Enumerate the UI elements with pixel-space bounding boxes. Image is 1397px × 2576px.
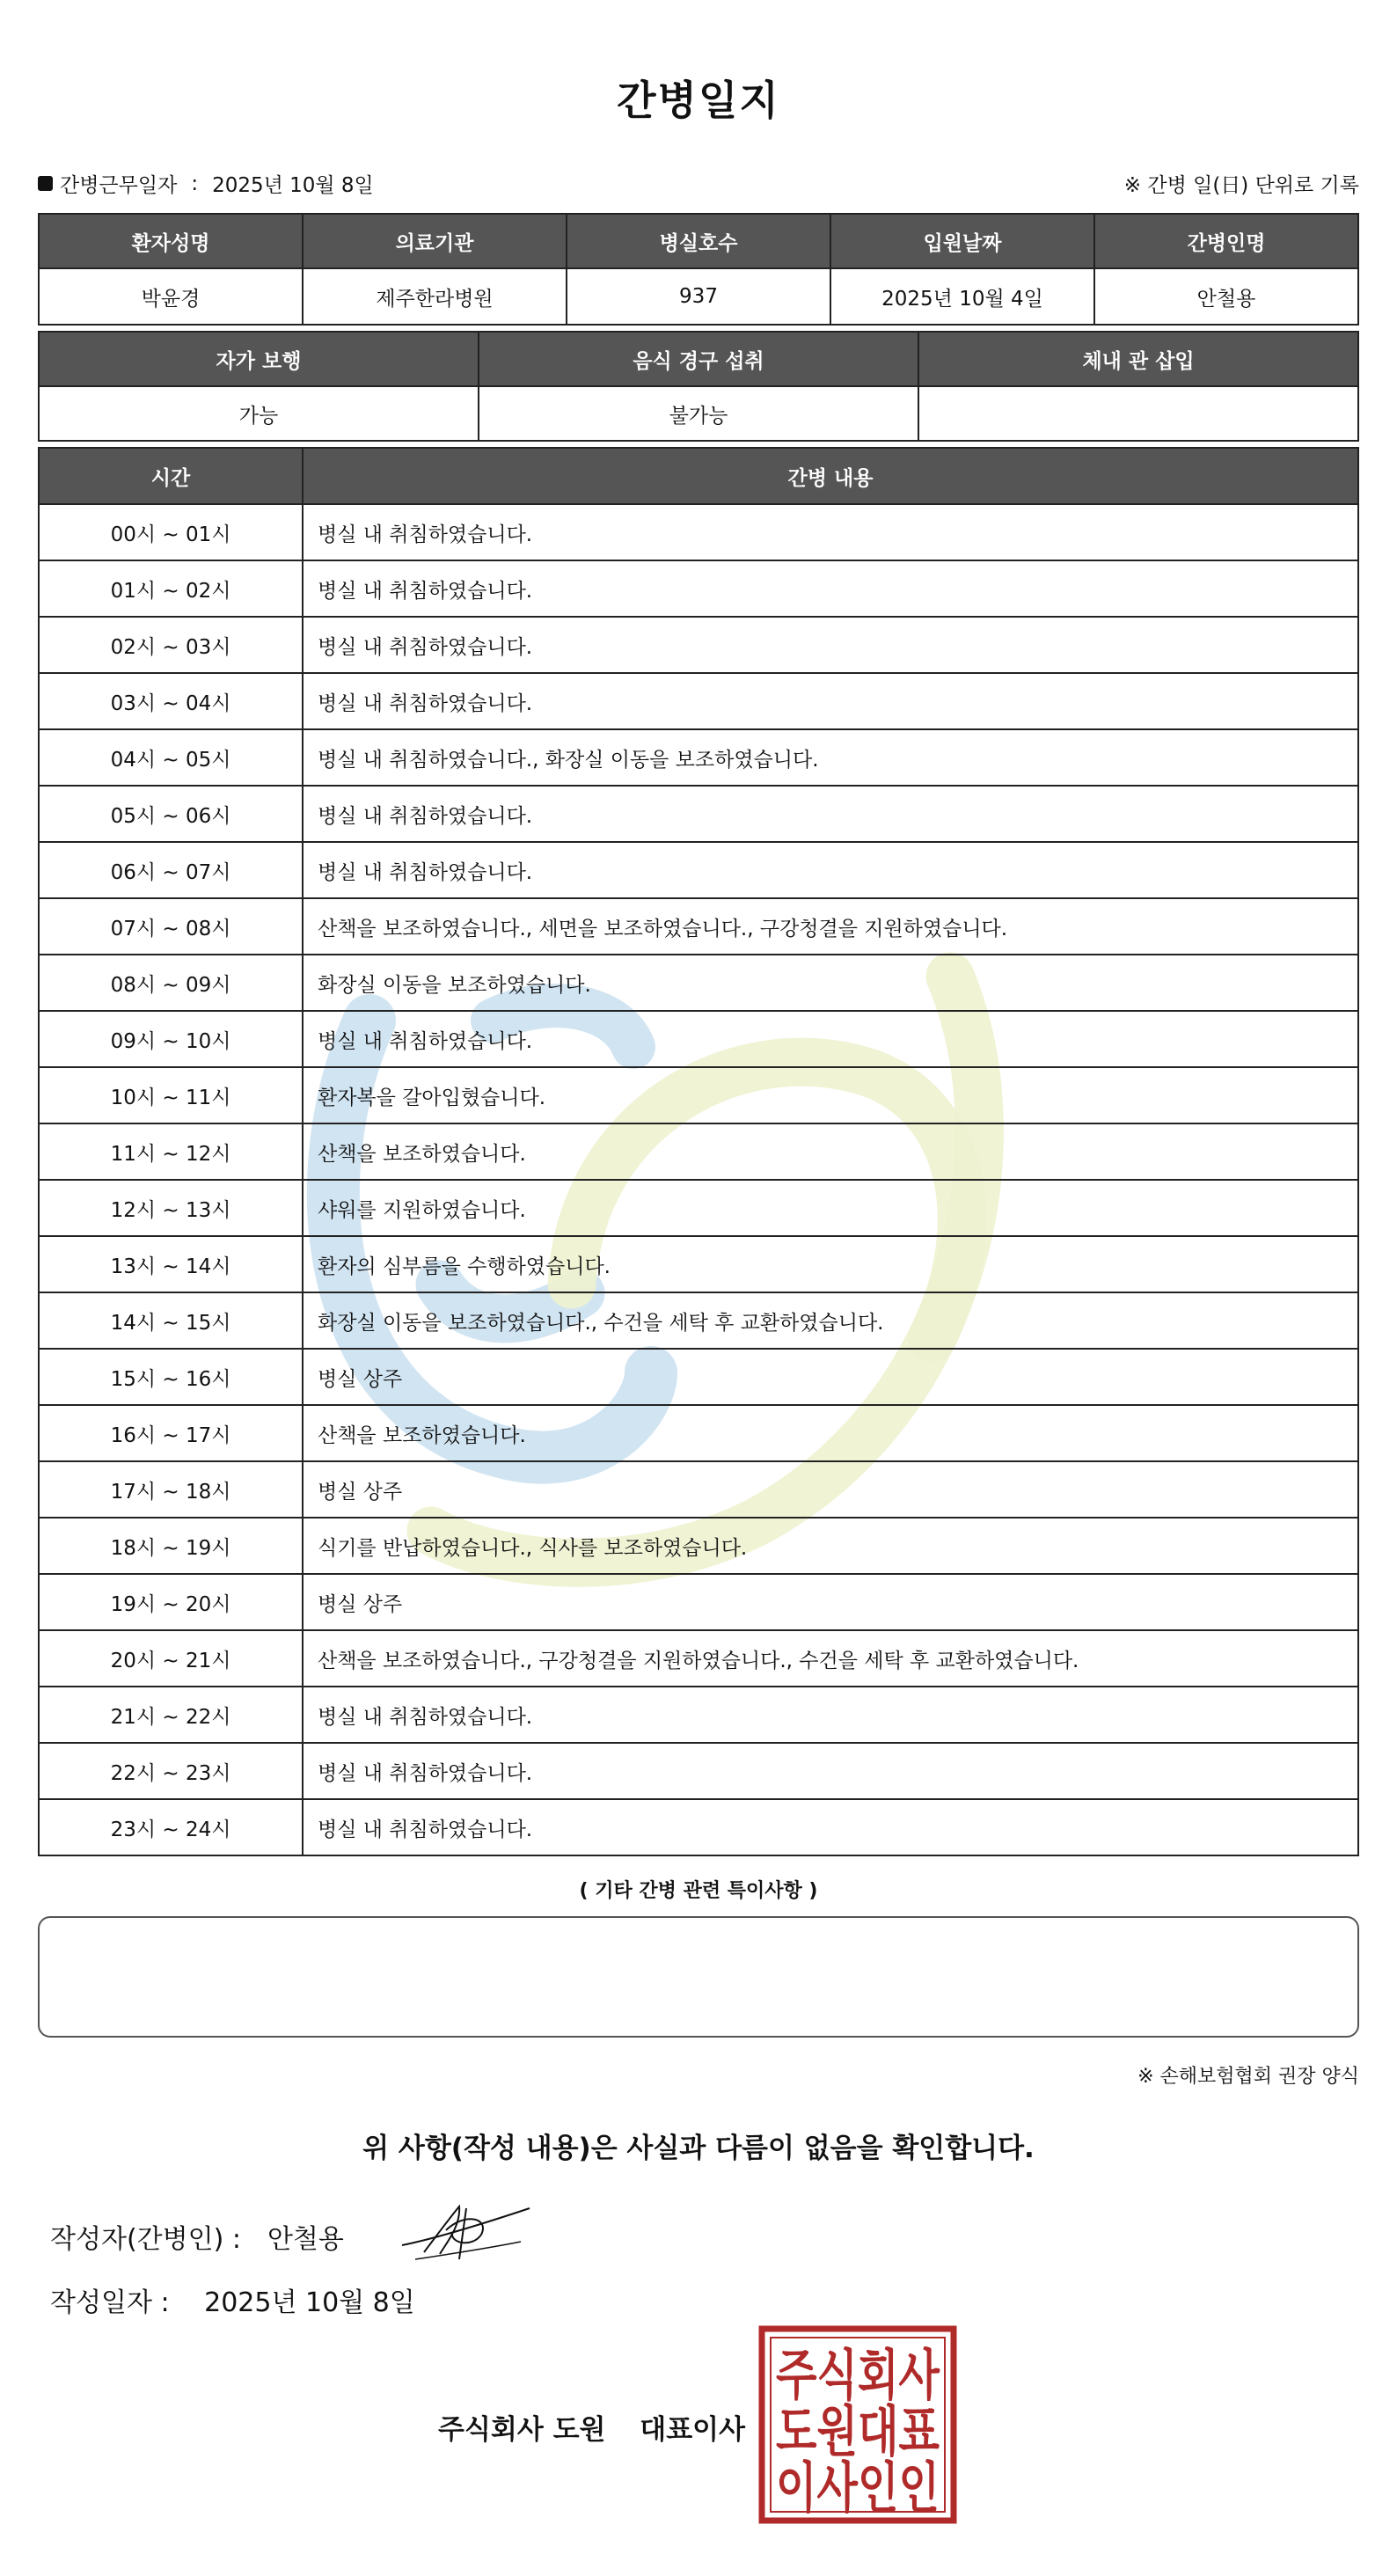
room-number: 937 — [567, 268, 830, 325]
writer-line — [50, 2217, 344, 2256]
daily-record-note: ※ 간병 일(日) 단위로 기록 — [1123, 174, 1359, 197]
recommended-form-note: ※ 손해보험협회 권장 양식 — [1137, 2066, 1359, 2088]
table-row — [39, 1461, 1358, 1518]
table-row — [39, 1067, 1358, 1123]
care-content: 병실 내 취침하였습니다. — [303, 1743, 1358, 1799]
care-content: 병실 상주 — [303, 1574, 1358, 1630]
patient-info-table — [38, 213, 1359, 326]
care-content: 병실 내 취침하였습니다. — [303, 786, 1358, 842]
care-content: 환자의 심부름을 수행하였습니다. — [303, 1236, 1358, 1292]
table-row — [39, 1180, 1358, 1236]
confirmation-statement: 위 사항(작성 내용)은 사실과 다름이 없음을 확인합니다. — [362, 2133, 1035, 2164]
table-row — [39, 1123, 1358, 1180]
care-content: 병실 내 취침하였습니다. — [303, 560, 1358, 617]
time-slot: 11시 ~ 12시 — [39, 1123, 303, 1180]
work-date-row — [38, 169, 1359, 199]
table-row — [39, 955, 1358, 1011]
caregiver-name: 안철용 — [1094, 268, 1358, 325]
care-content: 화장실 이동을 보조하였습니다., 수건을 세탁 후 교환하였습니다. — [303, 1292, 1358, 1349]
table-row — [39, 1349, 1358, 1405]
self-walking: 가능 — [39, 386, 479, 441]
table-row — [39, 729, 1358, 786]
time-slot: 04시 ~ 05시 — [39, 729, 303, 786]
patient-name: 박윤경 — [39, 268, 303, 325]
care-content: 병실 내 취침하였습니다. — [303, 617, 1358, 673]
writer-name: 안철용 — [267, 2224, 344, 2255]
written-date-line — [50, 2280, 415, 2319]
time-slot: 23시 ~ 24시 — [39, 1799, 303, 1855]
time-slot: 08시 ~ 09시 — [39, 955, 303, 1011]
signature-icon — [398, 2191, 538, 2270]
care-content: 병실 내 취침하였습니다. — [303, 1011, 1358, 1067]
care-log-body — [39, 504, 1358, 1855]
written-date-label: 작성일자 : — [50, 2287, 170, 2318]
table-row — [39, 1518, 1358, 1574]
notes-title: ( 기타 간병 관련 특이사항 ) — [579, 1880, 818, 1902]
header-tube-insertion: 체내 관 삽입 — [918, 332, 1358, 386]
table-row — [39, 1236, 1358, 1292]
patient-status-table — [38, 331, 1359, 442]
time-slot: 17시 ~ 18시 — [39, 1461, 303, 1518]
care-content: 식기를 반납하였습니다., 식사를 보조하였습니다. — [303, 1518, 1358, 1574]
header-caregiver-name: 간병인명 — [1094, 214, 1358, 268]
table-row — [39, 786, 1358, 842]
patient-status-value-row — [39, 386, 1358, 441]
table-row — [39, 673, 1358, 729]
company-seal-stamp — [758, 2325, 957, 2524]
time-slot: 15시 ~ 16시 — [39, 1349, 303, 1405]
header-time: 시간 — [39, 448, 303, 504]
svg-text:주식회사: 주식회사 — [776, 2343, 940, 2407]
time-slot: 00시 ~ 01시 — [39, 504, 303, 560]
care-log-table — [38, 447, 1359, 1856]
header-care-content: 간병 내용 — [303, 448, 1358, 504]
time-slot: 07시 ~ 08시 — [39, 898, 303, 955]
written-date-value: 2025년 10월 8일 — [204, 2287, 415, 2318]
time-slot: 12시 ~ 13시 — [39, 1180, 303, 1236]
company-name: 주식회사 도원 — [438, 2414, 606, 2446]
writer-label: 작성자(간병인) : — [50, 2224, 241, 2255]
care-content: 환자복을 갈아입혔습니다. — [303, 1067, 1358, 1123]
table-row — [39, 560, 1358, 617]
time-slot: 21시 ~ 22시 — [39, 1687, 303, 1743]
svg-text:도원대표: 도원대표 — [776, 2399, 940, 2463]
header-room-number: 병실호수 — [567, 214, 830, 268]
care-log-header-row — [39, 448, 1358, 504]
svg-text:이사인인: 이사인인 — [776, 2455, 940, 2520]
time-slot: 02시 ~ 03시 — [39, 617, 303, 673]
table-row — [39, 617, 1358, 673]
time-slot: 13시 ~ 14시 — [39, 1236, 303, 1292]
patient-info-header-row — [39, 214, 1358, 268]
header-patient-name: 환자성명 — [39, 214, 303, 268]
work-date-label: 간병근무일자 — [60, 174, 178, 197]
table-row — [39, 1405, 1358, 1461]
hospital: 제주한라병원 — [303, 268, 567, 325]
time-slot: 20시 ~ 21시 — [39, 1630, 303, 1687]
care-content: 병실 내 취침하였습니다. — [303, 842, 1358, 898]
oral-intake: 불가능 — [479, 386, 918, 441]
table-row — [39, 504, 1358, 560]
time-slot: 09시 ~ 10시 — [39, 1011, 303, 1067]
care-content: 산책을 보조하였습니다., 구강청결을 지원하였습니다., 수건을 세탁 후 교환하였습니다. — [303, 1630, 1358, 1687]
care-content: 샤워를 지원하였습니다. — [303, 1180, 1358, 1236]
table-row — [39, 842, 1358, 898]
care-content: 산책을 보조하였습니다., 세면을 보조하였습니다., 구강청결을 지원하였습니다. — [303, 898, 1358, 955]
table-row — [39, 898, 1358, 955]
work-date-separator: : — [191, 172, 199, 195]
table-row — [39, 1011, 1358, 1067]
care-content: 산책을 보조하였습니다. — [303, 1123, 1358, 1180]
tube-insertion — [918, 386, 1358, 441]
ceo-title: 대표이사 — [640, 2414, 746, 2446]
patient-info-value-row — [39, 268, 1358, 325]
work-date — [38, 169, 374, 198]
time-slot: 03시 ~ 04시 — [39, 673, 303, 729]
time-slot: 22시 ~ 23시 — [39, 1743, 303, 1799]
time-slot: 01시 ~ 02시 — [39, 560, 303, 617]
table-row — [39, 1292, 1358, 1349]
time-slot: 06시 ~ 07시 — [39, 842, 303, 898]
care-content: 병실 상주 — [303, 1349, 1358, 1405]
table-row — [39, 1630, 1358, 1687]
time-slot: 16시 ~ 17시 — [39, 1405, 303, 1461]
table-row — [39, 1687, 1358, 1743]
care-content: 화장실 이동을 보조하였습니다. — [303, 955, 1358, 1011]
header-self-walking: 자가 보행 — [39, 332, 479, 386]
header-oral-intake: 음식 경구 섭취 — [479, 332, 918, 386]
care-content: 병실 내 취침하였습니다. — [303, 1687, 1358, 1743]
time-slot: 19시 ~ 20시 — [39, 1574, 303, 1630]
care-content: 산책을 보조하였습니다. — [303, 1405, 1358, 1461]
page-title: 간병일지 — [617, 77, 780, 124]
time-slot: 14시 ~ 15시 — [39, 1292, 303, 1349]
company-line — [438, 2407, 745, 2447]
header-admission-date: 입원날짜 — [830, 214, 1094, 268]
bullet-square-icon — [38, 176, 53, 191]
time-slot: 18시 ~ 19시 — [39, 1518, 303, 1574]
special-notes-box — [38, 1916, 1359, 2038]
care-content: 병실 내 취침하였습니다. — [303, 504, 1358, 560]
table-row — [39, 1743, 1358, 1799]
time-slot: 10시 ~ 11시 — [39, 1067, 303, 1123]
admission-date: 2025년 10월 4일 — [830, 268, 1094, 325]
table-row — [39, 1799, 1358, 1855]
header-hospital: 의료기관 — [303, 214, 567, 268]
table-row — [39, 1574, 1358, 1630]
care-content: 병실 내 취침하였습니다. — [303, 1799, 1358, 1855]
care-content: 병실 내 취침하였습니다., 화장실 이동을 보조하였습니다. — [303, 729, 1358, 786]
work-date-value: 2025년 10월 8일 — [212, 174, 374, 197]
time-slot: 05시 ~ 06시 — [39, 786, 303, 842]
care-content: 병실 상주 — [303, 1461, 1358, 1518]
patient-status-header-row — [39, 332, 1358, 386]
care-content: 병실 내 취침하였습니다. — [303, 673, 1358, 729]
